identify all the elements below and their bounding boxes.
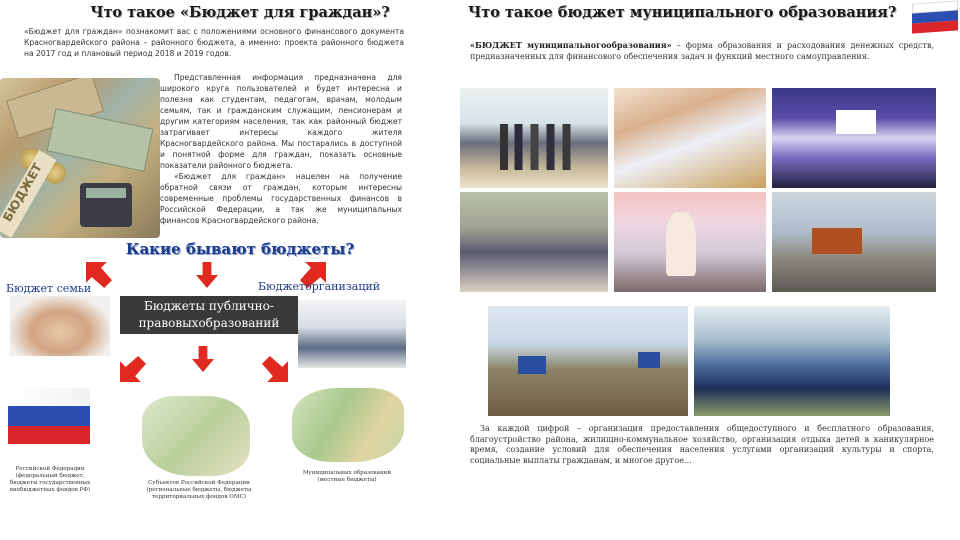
left-page-title: Что такое «Бюджет для граждан»? [90, 4, 390, 21]
budget-word-image: БЮДЖЕТ [0, 150, 56, 238]
arrow-down-right-icon [262, 356, 288, 382]
arrow-down-left-icon [120, 356, 146, 382]
public-budget-label [120, 296, 298, 334]
arrow-down-icon [196, 262, 218, 288]
definition-paragraph [470, 40, 934, 62]
regional-budget-caption: Субъектов Российской Федерации (региональные бюджеты, бюджеты территориальных фондов ОМС) [146, 480, 252, 500]
russian-flag-icon [912, 0, 958, 33]
russia-map-image [8, 388, 90, 444]
definition-text: – форма образования и расходования денежных средств, предназначенных для финансового обеспечения задач и функций местного самоуправления. [470, 41, 934, 61]
football-team-photo [694, 306, 890, 416]
intro-paragraph: «Бюджет для граждан» познакомит вас с положениями основного финансового документа Красногвардейского района – районного бюджета, а именно: проекта районного бюджета на 2017 год и плановый период 2018 и 2019 годов. [24, 27, 404, 58]
public-budget-line: Бюджеты публично- [144, 299, 274, 313]
federal-budget-caption: Российской Федерации (федеральный бюджет, бюджеты государственных внебюджетных фондов РФ) [9, 466, 91, 493]
money-collage-image [0, 78, 160, 238]
calculator-image [80, 183, 132, 227]
description-paragraph: «Бюджет для граждан» нацелен на получение обратной связи от граждан, которым интересны современные проблемы государственных финансов в Российской Федерации, а так же муниципальных финансов Красногвардейского района. [160, 172, 402, 225]
right-page-title: Что такое бюджет муниципального образования? [468, 4, 897, 21]
public-meeting-photo [460, 192, 608, 292]
description-text [160, 72, 402, 226]
budget-types-heading: Какие бывают бюджеты? [125, 240, 355, 258]
municipal-budget-caption: Муниципальных образований (местные бюджеты) [302, 470, 392, 483]
public-budget-line: правовыхобразований [138, 316, 280, 330]
region-map-image [142, 396, 250, 476]
arrow-down-icon [192, 346, 214, 372]
description-paragraph: Представленная информация предназначена для широкого круга пользователей и будет интересна и полезна как студентам, педагогам, врачам, молодым семьям, так и гражданским служащим, пенсионерам и другим категориям населения, так как районный бюджет затрагивает интересы каждого жителя Красногвардейского района. Мы постарались в доступной и понятной форме для граждан, показать основные показатели районного бюджета. [160, 73, 402, 170]
family-photo [614, 192, 766, 292]
hands-coins-photo [10, 296, 110, 356]
meeting-photo [298, 300, 406, 368]
schoolchildren-photo [614, 88, 766, 188]
banknote-image [47, 108, 154, 172]
definition-term: «БЮДЖЕТ муниципальногообразования» [470, 40, 672, 50]
organization-budget-label: Бюджеторганизаций [258, 280, 381, 293]
agriculture-tractors-photo [488, 306, 688, 416]
district-map-image [292, 388, 404, 462]
road-works-photo [772, 192, 936, 292]
officials-visit-photo [460, 88, 608, 188]
family-budget-label: Бюджет семьи [6, 282, 92, 295]
culture-event-photo [772, 88, 936, 188]
footer-paragraph: За каждой цифрой – организация предоставления общедоступного и бесплатного образования, благоустройство района, жилищно-коммунальное хозяйство, организация отдыха детей в каникулярное время, создание условий для обеспечения населения услугами организаций культуры и спорта, социальные выплаты гражданам, и многое другое… [470, 424, 934, 465]
